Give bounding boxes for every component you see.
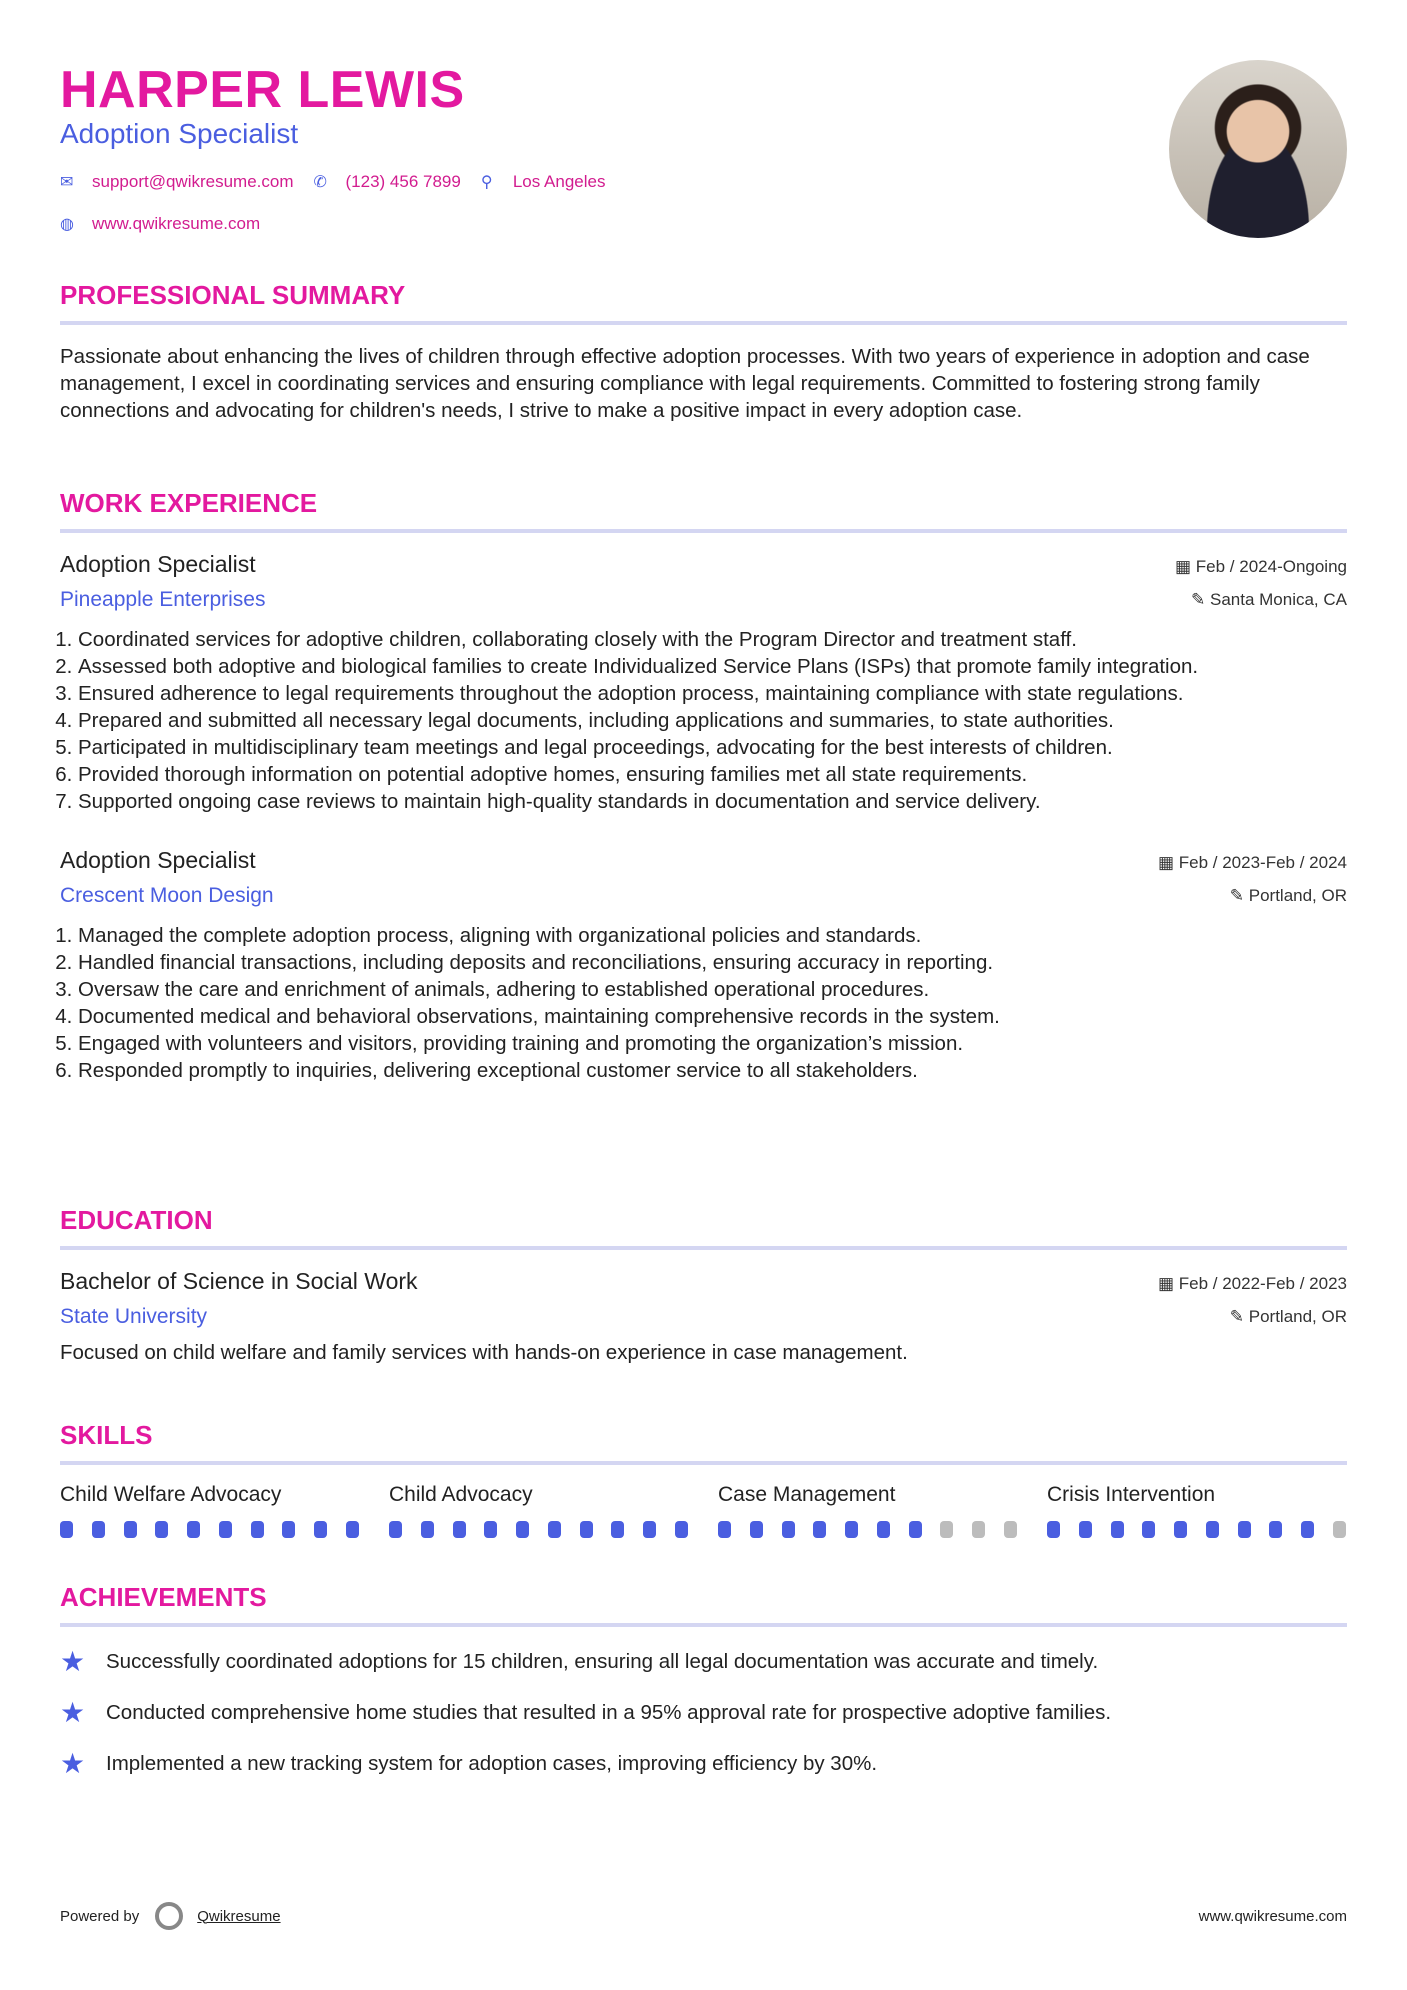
section-heading: SKILLS [60,1420,1347,1465]
company-name: Crescent Moon Design [60,884,274,907]
bullet: 3. Ensured adherence to legal requirements throughout the adoption process, maintaining compliance with state regulations. [78,680,1347,707]
section-heading: ACHIEVEMENTS [60,1582,1347,1627]
qwikresume-logo-icon [155,1902,183,1930]
section-heading: EDUCATION [60,1205,1347,1250]
rating-dot-empty [940,1521,953,1538]
edu-dates: ▦ Feb / 2022-Feb / 2023 [1157,1274,1347,1293]
bullet: 1. Coordinated services for adoptive children, collaborating closely with the Program Director and treatment staff. [78,626,1347,653]
skill-rating [1047,1521,1346,1538]
achievement-text: Successfully coordinated adoptions for 15 children, ensuring all legal documentation was accurate and timely. [106,1649,1099,1673]
rating-dot-filled [877,1521,890,1538]
job-location: ✎ Santa Monica, CA [1191,590,1347,609]
star-icon: ★ [60,1748,86,1779]
star-icon: ★ [60,1646,86,1677]
rating-dot-filled [1269,1521,1282,1538]
rating-dot-filled [1079,1521,1092,1538]
skills-list [60,1483,1347,1538]
bullet: 5. Participated in multidisciplinary team meetings and legal proceedings, advocating for the best interests of children. [78,734,1347,761]
skill-rating [60,1521,359,1538]
job-title: Adoption Specialist [60,551,256,577]
job-entry [60,847,1347,1084]
rating-dot-filled [1047,1521,1060,1538]
rating-dot-filled [782,1521,795,1538]
bullet: 3. Oversaw the care and enrichment of animals, adhering to established operational procedures. [78,976,1347,1003]
footer [60,1902,1347,1930]
rating-dot-filled [60,1521,73,1538]
bullet: 6. Provided thorough information on potential adoptive homes, ensuring families met all state requirements. [78,761,1347,788]
bullet: 2. Handled financial transactions, including deposits and reconciliations, ensuring accuracy in reporting. [78,949,1347,976]
skill-item [1047,1483,1376,1538]
job-entry [60,551,1347,815]
job-dates: ▦ Feb / 2024-Ongoing [1174,557,1347,576]
contact-row [60,172,605,192]
skill-name: Crisis Intervention [1047,1483,1216,1506]
edu-description: Focused on child welfare and family services with hands-on experience in case management. [60,1341,908,1364]
achievement-item [60,1696,1347,1729]
rating-dot-filled [611,1521,624,1538]
rating-dot-filled [92,1521,105,1538]
rating-dot-filled [1238,1521,1251,1538]
envelope-icon: ✉ [60,174,74,191]
section-heading: PROFESSIONAL SUMMARY [60,280,1347,325]
rating-dot-filled [909,1521,922,1538]
rating-dot-filled [580,1521,593,1538]
footer-url[interactable]: www.qwikresume.com [1198,1907,1347,1925]
job-bullets [60,922,1347,1084]
pin-icon: ✎ [1229,1307,1249,1326]
rating-dot-filled [219,1521,232,1538]
school: State University [60,1305,208,1328]
rating-dot-filled [453,1521,466,1538]
calendar-icon: ▦ [1157,853,1179,872]
website-link[interactable]: www.qwikresume.com [92,214,261,233]
bullet: 2. Assessed both adoptive and biological families to create Individualized Service Plans (ISPs) that promote family integration. [78,653,1347,680]
rating-dot-filled [1111,1521,1124,1538]
pin-icon: ✎ [1191,590,1210,609]
bullet: 4. Documented medical and behavioral observations, maintaining comprehensive records in the system. [78,1003,1347,1030]
website-row [60,214,260,234]
star-icon: ★ [60,1697,86,1728]
achievements-section [60,1582,1347,1780]
rating-dot-filled [1142,1521,1155,1538]
rating-dot-filled [813,1521,826,1538]
rating-dot-filled [750,1521,763,1538]
rating-dot-filled [389,1521,402,1538]
skill-rating [389,1521,688,1538]
rating-dot-filled [548,1521,561,1538]
bullet: 6. Responded promptly to inquiries, delivering exceptional customer service to all stakeholders. [78,1057,1347,1084]
bullet: 1. Managed the complete adoption process, aligning with organizational policies and standards. [78,922,1347,949]
rating-dot-filled [845,1521,858,1538]
rating-dot-filled [1174,1521,1187,1538]
rating-dot-empty [1333,1521,1346,1538]
brand-link[interactable]: Qwikresume [197,1907,281,1925]
skill-name: Case Management [718,1483,896,1506]
edu-location: ✎ Portland, OR [1229,1307,1347,1326]
summary-section [60,280,1347,424]
company-name: Pineapple Enterprises [60,588,266,611]
globe-icon: ◍ [60,216,74,233]
rating-dot-filled [421,1521,434,1538]
rating-dot-filled [1301,1521,1314,1538]
email-link[interactable]: support@qwikresume.com [92,172,294,191]
degree: Bachelor of Science in Social Work [60,1268,418,1294]
rating-dot-filled [314,1521,327,1538]
skill-rating [718,1521,1017,1538]
rating-dot-filled [516,1521,529,1538]
rating-dot-filled [484,1521,497,1538]
pin-icon: ✎ [1229,886,1249,905]
rating-dot-filled [718,1521,731,1538]
rating-dot-filled [124,1521,137,1538]
education-section [60,1205,1347,1366]
achievement-item [60,1747,1347,1780]
bullet: 5. Engaged with volunteers and visitors, providing training and promoting the organization’s mission. [78,1030,1347,1057]
rating-dot-filled [643,1521,656,1538]
job-location: ✎ Portland, OR [1229,886,1347,905]
candidate-name: HARPER LEWIS [60,61,465,119]
skill-item [389,1483,718,1538]
rating-dot-filled [155,1521,168,1538]
phone-text: (123) 456 7899 [345,172,461,191]
summary-text: Passionate about enhancing the lives of children through effective adoption processes. With two years of experience in adoption and case management, I excel in coordinating services and ensuring compliance with legal requirements. Committed to fostering strong family connections and advocating for children's needs, I strive to make a positive impact in every adoption case. [60,345,1310,422]
job-dates: ▦ Feb / 2023-Feb / 2024 [1157,853,1347,872]
skill-item [60,1483,389,1538]
job-title: Adoption Specialist [60,847,256,873]
skill-name: Child Welfare Advocacy [60,1483,282,1506]
calendar-icon: ▦ [1157,1274,1179,1293]
rating-dot-filled [187,1521,200,1538]
section-heading: WORK EXPERIENCE [60,488,1347,533]
rating-dot-filled [675,1521,688,1538]
skills-section [60,1420,1347,1538]
rating-dot-filled [1206,1521,1219,1538]
achievement-text: Conducted comprehensive home studies that resulted in a 95% approval rate for prospective adoptive families. [106,1700,1112,1724]
candidate-title: Adoption Specialist [60,118,299,149]
achievement-item [60,1645,1347,1678]
job-bullets [60,626,1347,815]
calendar-icon: ▦ [1174,557,1196,576]
location-text: Los Angeles [512,172,606,191]
phone-icon: ✆ [313,174,327,191]
education-entry [60,1268,1347,1366]
rating-dot-filled [282,1521,295,1538]
bullet: 4. Prepared and submitted all necessary legal documents, including applications and summaries, to state authorities. [78,707,1347,734]
profile-photo [1169,60,1347,238]
achievement-text: Implemented a new tracking system for adoption cases, improving efficiency by 30%. [106,1751,878,1775]
rating-dot-filled [251,1521,264,1538]
map-pin-icon: ⚲ [480,174,493,191]
bullet: 7. Supported ongoing case reviews to maintain high-quality standards in documentation and service delivery. [78,788,1347,815]
rating-dot-filled [346,1521,359,1538]
skill-item [718,1483,1047,1538]
powered-by-label: Powered by [60,1907,140,1925]
rating-dot-empty [1004,1521,1017,1538]
rating-dot-empty [972,1521,985,1538]
work-section [60,488,1347,1084]
skill-name: Child Advocacy [389,1483,533,1506]
